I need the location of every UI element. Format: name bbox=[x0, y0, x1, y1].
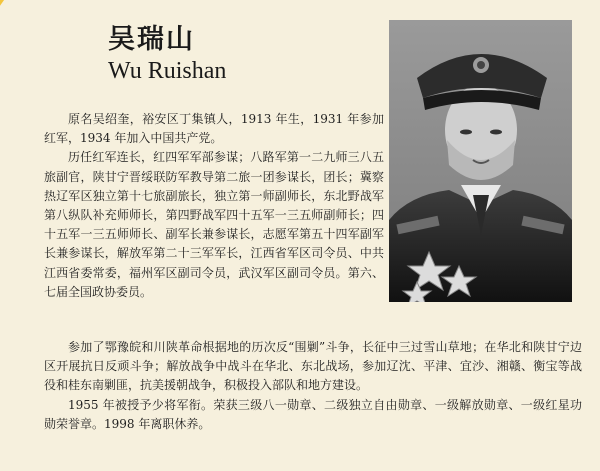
biography-narrow-column bbox=[44, 110, 384, 302]
name-chinese: 吴瑞山 bbox=[108, 24, 195, 55]
bio-paragraph-campaigns: 参加了鄂豫皖和川陕革命根据地的历次反“围剿”斗争，长征中三过雪山草地；在华北和陕甘宁边区开展抗日反顽斗争；解放战争中战斗在华北、东北战场，参加辽沈、平津、宜沙、湘赣、衡宝等战役和桂东南剿匪，抗美援朝战争，积极投入部队和地方建设。 bbox=[44, 340, 582, 393]
biography-wide-column bbox=[44, 338, 582, 434]
bio-paragraph-origin: 原名吴绍奎，裕安区丁集镇人，1913 年生，1931 年参加红军，1934 年加入中国共产党。 bbox=[44, 112, 384, 146]
corner-ribbon-decoration bbox=[0, 0, 60, 90]
bio-paragraph-career: 历任红军连长，红四军军部参谋；八路军第一二九师三八五旅副官，陕甘宁晋绥联防军教导第二旅一团参谋长，团长；冀察热辽军区独立第十七旅副旅长，独立第一师副师长，东北野战军第八纵队补充师师长，第四野战军四十五军一三五师副师长；四十五军一三五师师长、副军长兼参谋长，志愿军第五十四军副军长兼参谋长，解放军第二十三军军长，江西省军区司令员、中共江西省委常委，福州军区副司令员，武汉军区副司令员。第六、七届全国政协委员。 bbox=[44, 150, 384, 299]
name-english: Wu Ruishan bbox=[108, 58, 227, 84]
ribbon-red-band bbox=[0, 0, 40, 25]
bio-paragraph-honors: 1955 年被授予少将军衔。荣获三级八一勋章、二级独立自由勋章、一级解放勋章、一级红星功勋荣誉章。1998 年离职休养。 bbox=[44, 397, 582, 431]
portrait-photo bbox=[389, 20, 572, 302]
portrait-figure-icon bbox=[389, 20, 572, 302]
title-block bbox=[108, 26, 226, 83]
ribbon-gold-band bbox=[0, 0, 39, 49]
